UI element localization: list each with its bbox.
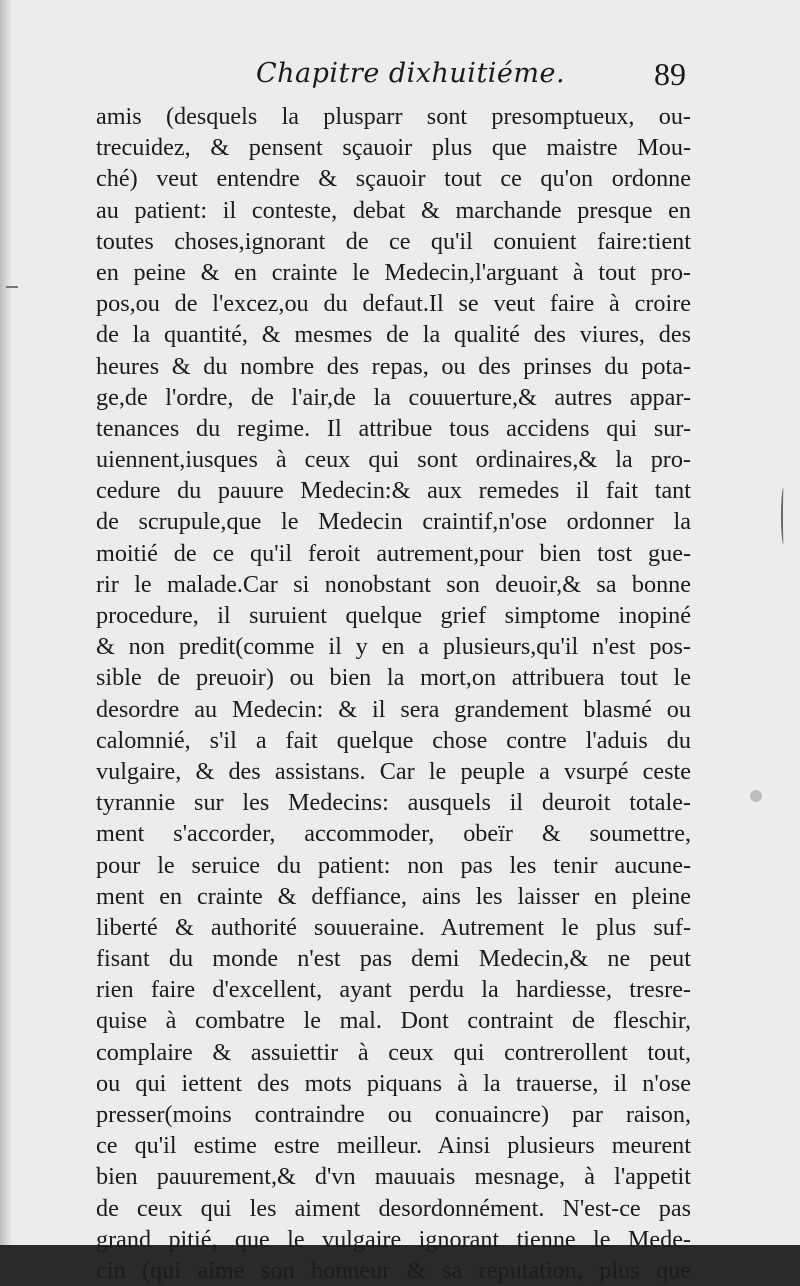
margin-mark: [781, 488, 786, 544]
text-line: & non predit(comme il y en a plusieurs,qu'il n'est pos-: [96, 633, 691, 661]
text-line: fisant du monde n'est pas demi Medecin,& ne peut: [96, 945, 691, 973]
text-line: trecuidez, & pensent sçauoir plus que maistre Mou-: [96, 134, 691, 162]
text-line: sible de preuoir) ou bien la mort,on attribuera tout le: [96, 664, 691, 692]
text-line: ou qui iettent des mots piquans à la trauerse, il n'ose: [96, 1069, 691, 1097]
text-line: bien pauurement,& d'vn mauuais mesnage, à l'appetit: [96, 1163, 691, 1191]
text-line: de scrupule,que le Medecin craintif,n'ose ordonner la: [96, 508, 691, 536]
text-line: ment en crainte & deffiance, ains les laisser en pleine: [96, 882, 691, 910]
text-line: toutes choses,ignorant de ce qu'il conuient faire:tient: [96, 227, 691, 255]
text-line: ment s'accorder, accommoder, obeïr & soumettre,: [96, 820, 691, 848]
text-line: grand pitié, que le vulgaire ignorant tienne le Mede-: [96, 1225, 691, 1253]
text-line: cedure du pauure Medecin:& aux remedes il fait tant: [96, 477, 691, 505]
text-line: liberté & authorité souueraine. Autrement le plus suf-: [96, 913, 691, 941]
text-line: amis (desquels la plusparr sont presomptueux, ou-: [96, 103, 691, 130]
text-line: complaire & assuiettir à ceux qui contrerollent tout,: [96, 1038, 691, 1066]
text-line: pour le seruice du patient: non pas les tenir aucune-: [96, 851, 691, 879]
text-line: rien faire d'excellent, ayant perdu la hardiesse, tresre-: [96, 976, 691, 1004]
text-line: presser(moins contraindre ou conuaincre) par raison,: [96, 1101, 691, 1128]
text-line: moitié de ce qu'il feroit autrement,pour bien tost gue-: [96, 539, 691, 567]
text-line: calomnié, s'il a fait quelque chose contre l'aduis du: [96, 726, 691, 754]
text-line: vulgaire, & des assistans. Car le peuple a vsurpé ceste: [96, 757, 691, 785]
text-line: au patient: il conteste, debat & marchande presque en: [96, 196, 691, 224]
text-line: tenances du regime. Il attribue tous accidens qui sur-: [96, 414, 691, 442]
text-line: procedure, il suruient quelque grief simptome inopiné: [96, 602, 691, 629]
text-line: en peine & en crainte le Medecin,l'arguant à tout pro-: [96, 258, 691, 286]
text-line: cin (qui aime son honneur & sa reputation, plus que: [96, 1256, 691, 1284]
text-line: ce qu'il estime estre meilleur. Ainsi plusieurs meurent: [96, 1132, 691, 1160]
text-line: ge,de l'ordre, de l'air,de la couuerture,& autres appar-: [96, 383, 691, 411]
text-line: ché) veut entendre & sçauoir tout ce qu'on ordonne: [96, 165, 691, 193]
text-line: tyrannie sur les Medecins: ausquels il deuroit totale-: [96, 789, 691, 817]
margin-mark: [6, 286, 18, 288]
text-line: uiennent,iusques à ceux qui sont ordinaires,& la pro-: [96, 446, 691, 474]
text-line: quise à combatre le mal. Dont contraint de fleschir,: [96, 1007, 691, 1035]
text-line: desordre au Medecin: & il sera grandement blasmé ou: [96, 695, 691, 723]
page-number: 89: [654, 56, 686, 92]
text-line: heures & du nombre des repas, ou des prinses du pota-: [96, 352, 691, 380]
running-head: [96, 58, 686, 98]
page-gutter-shadow: [0, 0, 12, 1245]
text-line: pos,ou de l'excez,ou du defaut.Il se veut faire à croire: [96, 290, 691, 318]
chapter-title: Chapitre dixhuitiéme.: [256, 58, 566, 89]
text-line: rir le malade.Car si nonobstant son deuoir,& sa bonne: [96, 570, 691, 598]
text-line: de ceux qui les aiment desordonnément. N'est-ce pas: [96, 1194, 691, 1222]
text-line: de la quantité, & mesmes de la qualité des viures, des: [96, 321, 691, 349]
body-text: [96, 101, 691, 1286]
paper-speck: [750, 790, 762, 802]
